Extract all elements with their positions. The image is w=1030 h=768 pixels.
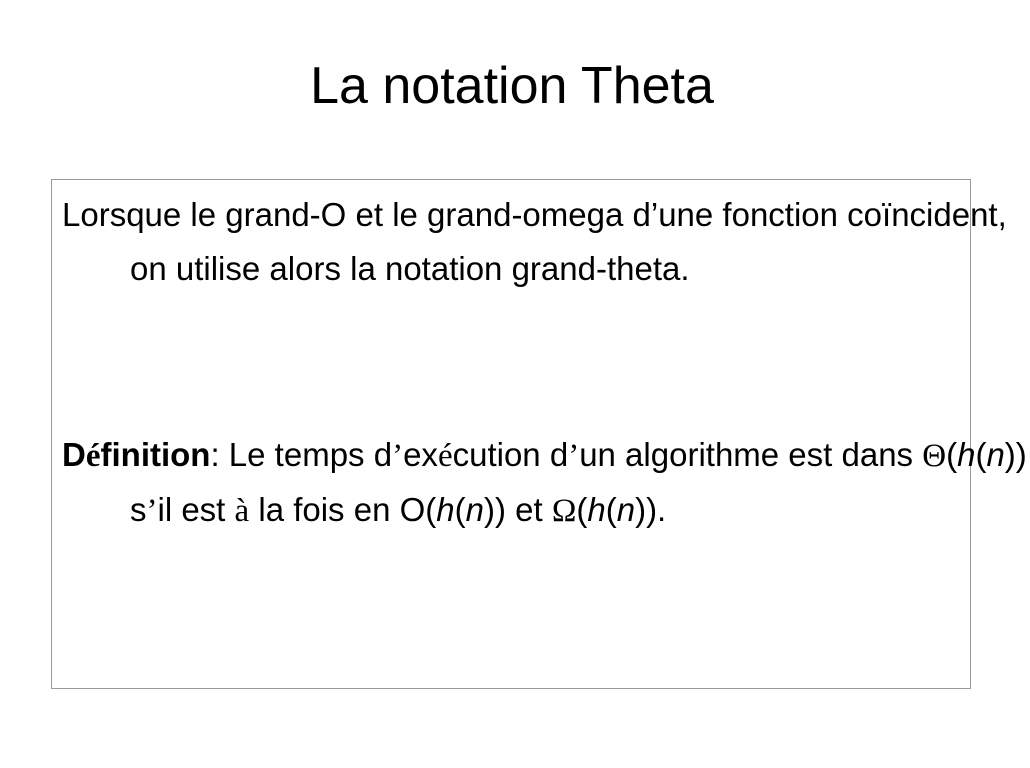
bullet-coincidence: Lorsque le grand-O et le grand-omega d’une fonction coïncident, on utilise alors la notation grand-theta. <box>62 196 1007 287</box>
slide-title: La notation Theta <box>310 57 714 115</box>
bullet-definition: Définition: Le temps d’exécution d’un algorithme est dans Θ(h(n)) s’il est à la fois en O(h(n)) et Ω(h(n)). <box>62 436 1027 529</box>
omega-symbol: Ω <box>551 493 577 529</box>
definition-label: Définition <box>62 436 211 474</box>
theta-symbol: Θ <box>922 438 947 474</box>
